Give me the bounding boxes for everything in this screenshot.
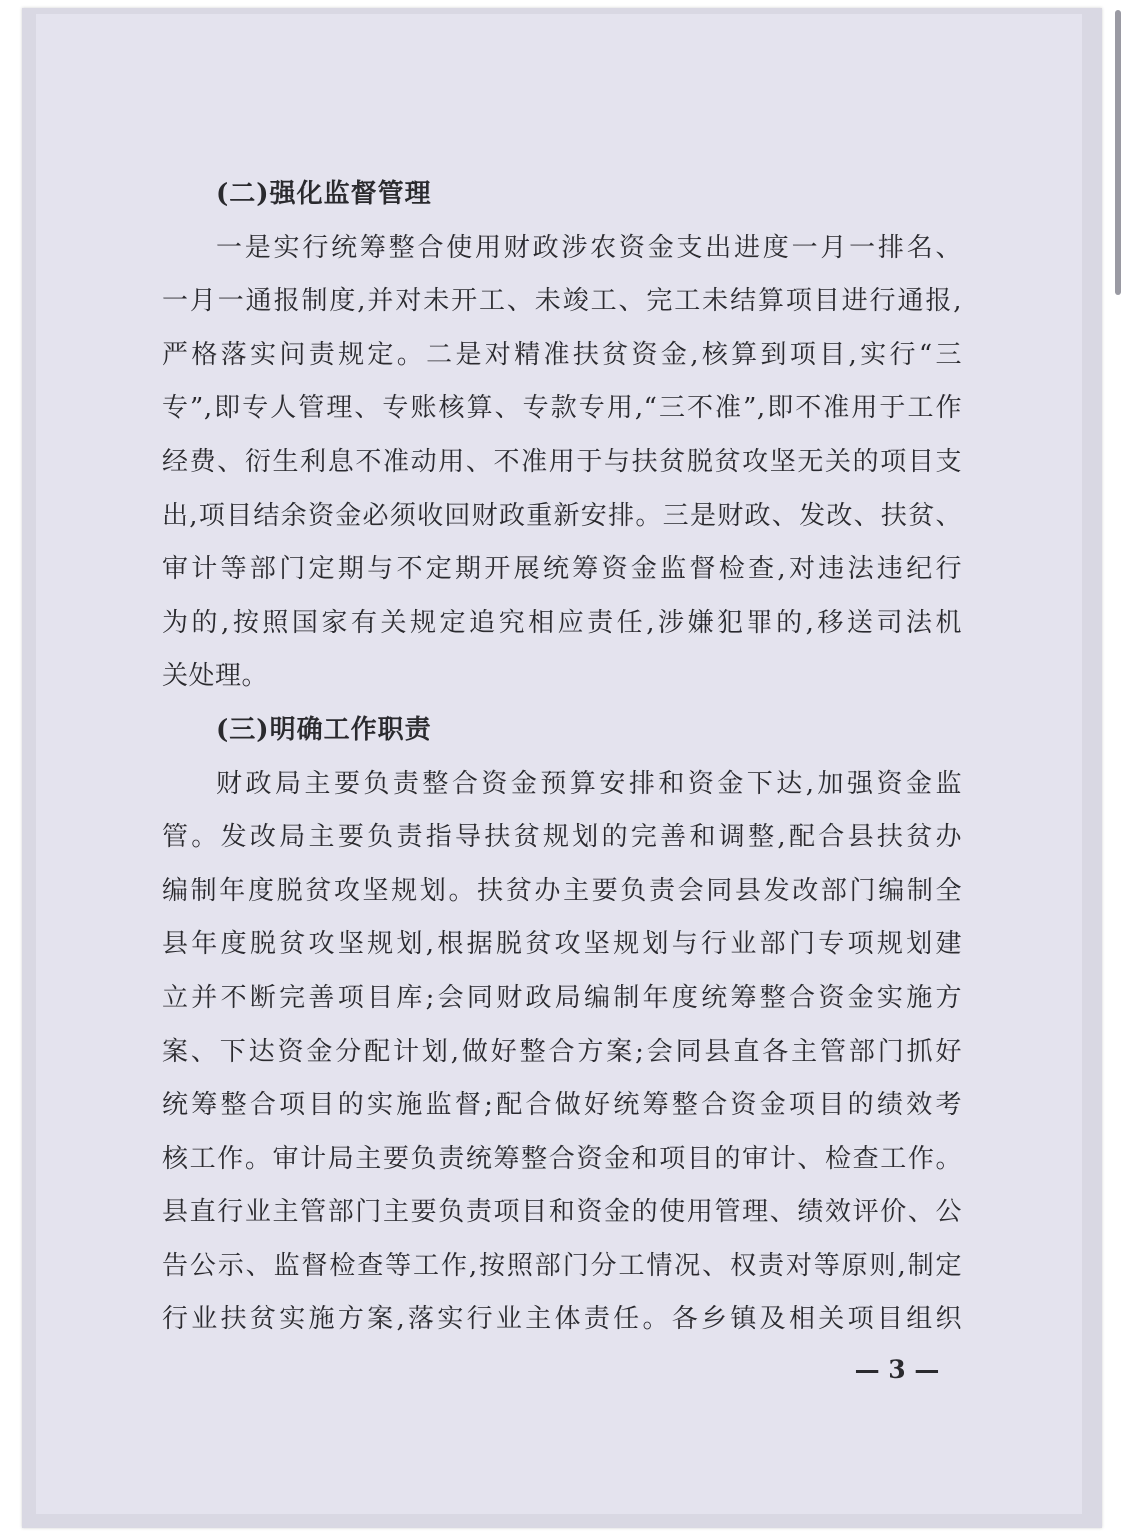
paragraph-line: 财政局主要负责整合资金预算安排和资金下达,加强资金监 bbox=[216, 768, 962, 799]
paragraph-line: 关处理。 bbox=[162, 661, 269, 692]
paragraph-line: 编制年度脱贫攻坚规划。扶贫办主要负责会同县发改部门编制全 bbox=[162, 875, 962, 906]
paragraph-line: 立并不断完善项目库;会同财政局编制年度统筹整合资金实施方 bbox=[162, 982, 962, 1013]
paragraph-line: 专”,即专人管理、专账核算、专款专用,“三不准”,即不准用于工作 bbox=[162, 393, 962, 424]
paragraph-line: 案、下达资金分配计划,做好整合方案;会同县直各主管部门抓好 bbox=[162, 1036, 962, 1067]
paragraph-line: 县年度脱贫攻坚规划,根据脱贫攻坚规划与行业部门专项规划建 bbox=[162, 929, 962, 960]
paragraph-line: 为的,按照国家有关规定追究相应责任,涉嫌犯罪的,移送司法机 bbox=[162, 607, 962, 638]
paragraph-line: 一月一通报制度,并对未开工、未竣工、完工未结算项目进行通报, bbox=[162, 286, 962, 317]
paragraph-line: 出,项目结余资金必须收回财政重新安排。三是财政、发改、扶贫、 bbox=[162, 500, 962, 531]
paragraph-line: 统筹整合项目的实施监督;配合做好统筹整合资金项目的绩效考 bbox=[162, 1090, 962, 1121]
paragraph-line: 一是实行统筹整合使用财政涉农资金支出进度一月一排名、 bbox=[216, 232, 962, 263]
scrollbar-thumb[interactable] bbox=[1115, 10, 1121, 295]
document-body bbox=[162, 168, 962, 1347]
paragraph-line: 经费、衍生利息不准动用、不准用于与扶贫脱贫攻坚无关的项目支 bbox=[162, 446, 962, 477]
paragraph-line: 县直行业主管部门主要负责项目和资金的使用管理、绩效评价、公 bbox=[162, 1197, 962, 1228]
section-heading: (二)强化监督管理 bbox=[216, 179, 432, 209]
paragraph-line: 审计等部门定期与不定期开展统筹资金监督检查,对违法违纪行 bbox=[162, 554, 962, 585]
paragraph-line: 管。发改局主要负责指导扶贫规划的完善和调整,配合县扶贫办 bbox=[162, 822, 962, 853]
page-number: — 3 — bbox=[854, 1355, 940, 1384]
paragraph-line: 告公示、监督检查等工作,按照部门分工情况、权责对等原则,制定 bbox=[162, 1250, 962, 1281]
paragraph-line: 行业扶贫实施方案,落实行业主体责任。各乡镇及相关项目组织 bbox=[162, 1304, 962, 1335]
paragraph-line: 核工作。审计局主要负责统筹整合资金和项目的审计、检查工作。 bbox=[162, 1143, 962, 1174]
section-heading: (三)明确工作职责 bbox=[216, 714, 432, 745]
paragraph-line: 严格落实问责规定。二是对精准扶贫资金,核算到项目,实行“三 bbox=[162, 339, 962, 370]
